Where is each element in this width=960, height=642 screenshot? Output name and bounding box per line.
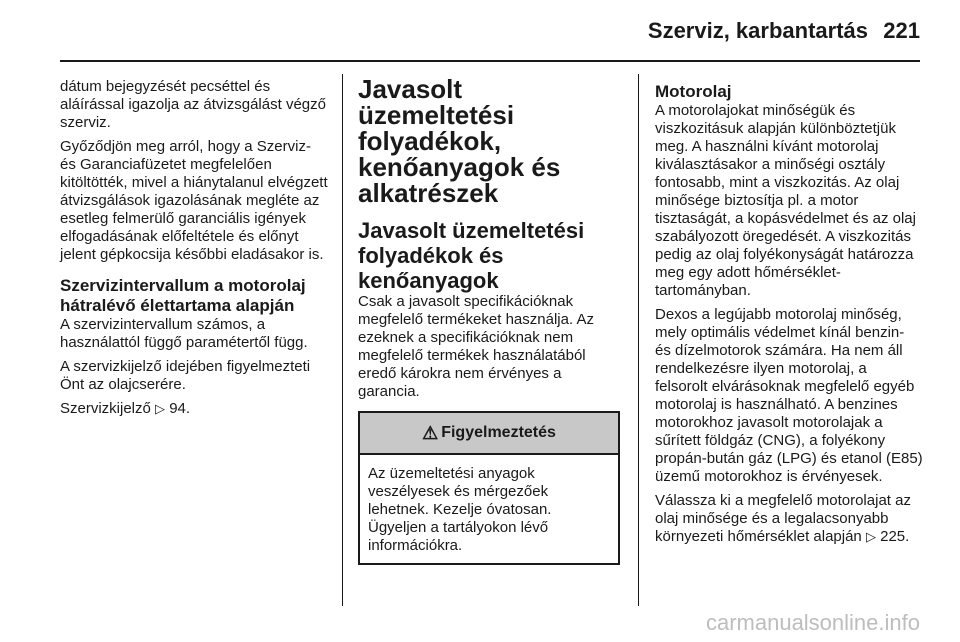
warning-body: Az üzemeltetési anyagok veszélyesek és mérgezőek lehetnek. Kezelje óvatosan. Ügyeljen a tartályokon lévő információkra. xyxy=(368,465,552,554)
cross-reference[interactable] xyxy=(60,400,328,418)
reference-text: Válassza ki a megfelelő motorolajat az olaj minősége és a legalacsonyabb környezeti hőmérséklet alapján xyxy=(655,492,911,545)
warning-triangle-icon: ⚠ xyxy=(422,423,439,443)
header-rule xyxy=(60,60,920,62)
paragraph: A szervizkijelző idejében figyelmezteti Önt az olajcserére. xyxy=(60,358,311,393)
column-divider-left xyxy=(342,74,343,606)
column-divider-right xyxy=(638,74,639,606)
section-heading-fluids: Javasolt üzemeltetési folyadékok és kenőanyagok xyxy=(358,218,585,293)
section-heading-service-interval: Szervizintervallum a motorolaj hátralévő élettartama alapján xyxy=(60,276,306,315)
paragraph: Dexos a legújabb motorolaj minőség, mely optimális védelmet kínál benzin- és dízelmotorok számára. Ha nem áll rendelkezésre ilyen motorolaj, a felsorolt elvárásoknak megfelelő egyéb motorolaj is használható. A benzines motorokhoz javasolt motorolajak a sűrített földgáz (CNG), a folyékony propán-bután gáz (LPG) és etanol (E85) üzemű motorokhoz is érvényesek. xyxy=(655,306,923,485)
page-reference-arrow-icon: ▷ xyxy=(155,401,166,416)
page-reference-arrow-icon: ▷ xyxy=(865,529,876,544)
chapter-heading: Javasolt üzemeltetési folyadékok, kenőanyagok és alkatrészek xyxy=(358,74,561,208)
column-left xyxy=(60,78,328,424)
paragraph: A szervizintervallum számos, a használattól függő paramétertől függ. xyxy=(60,316,308,351)
column-middle xyxy=(358,74,622,565)
reference-page: 225. xyxy=(880,528,910,545)
page-number: 221 xyxy=(883,18,920,43)
reference-text: Szervizkijelző xyxy=(60,400,151,417)
watermark: carmanualsonline.info xyxy=(705,610,920,635)
section-heading-engine-oil: Motorolaj xyxy=(655,82,732,101)
cross-reference[interactable] xyxy=(655,492,923,546)
warning-title: Figyelmeztetés xyxy=(441,424,556,441)
warning-header xyxy=(360,413,618,455)
reference-page: 94. xyxy=(169,400,191,417)
paragraph: Csak a javasolt specifikációknak megfelelő termékeket használja. Az ezeknek a specifikációknak nem megfelelő termékek használatából eredő károkra nem érvényes a garancia. xyxy=(358,293,594,400)
paragraph: A motorolajokat minőségük és viszkozitásuk alapján különböztetjük meg. A használni kívánt motorolaj kiválasztásakor a minőségi osztály fontosabb, mint a viszkozitás. Az olaj minősége biztosítja pl. a motor tisztaságát, a kopásvédelmet és az olaj szabályozott öregedését. A viszkozitás pedig az olaj folyékonyságát határozza meg egy adott hőmérséklet-tartományban. xyxy=(655,102,916,299)
warning-box xyxy=(358,411,620,565)
column-right xyxy=(655,78,923,552)
paragraph: Győződjön meg arról, hogy a Szerviz- és Garanciafüzetet megfelelően kitöltötték, mivel a hiánytalanul elvégzett átvizsgálások igazolásának megléte az esetleg felmerülő garanciális igények elfogadásának előfeltétele és előnyt jelent gépkocsija későbbi eladásakor is. xyxy=(60,138,328,263)
paragraph: dátum bejegyzését pecséttel és aláírással igazolja az átvizsgálást végző szerviz. xyxy=(60,78,326,131)
page-header-title: Szerviz, karbantartás xyxy=(647,18,868,43)
